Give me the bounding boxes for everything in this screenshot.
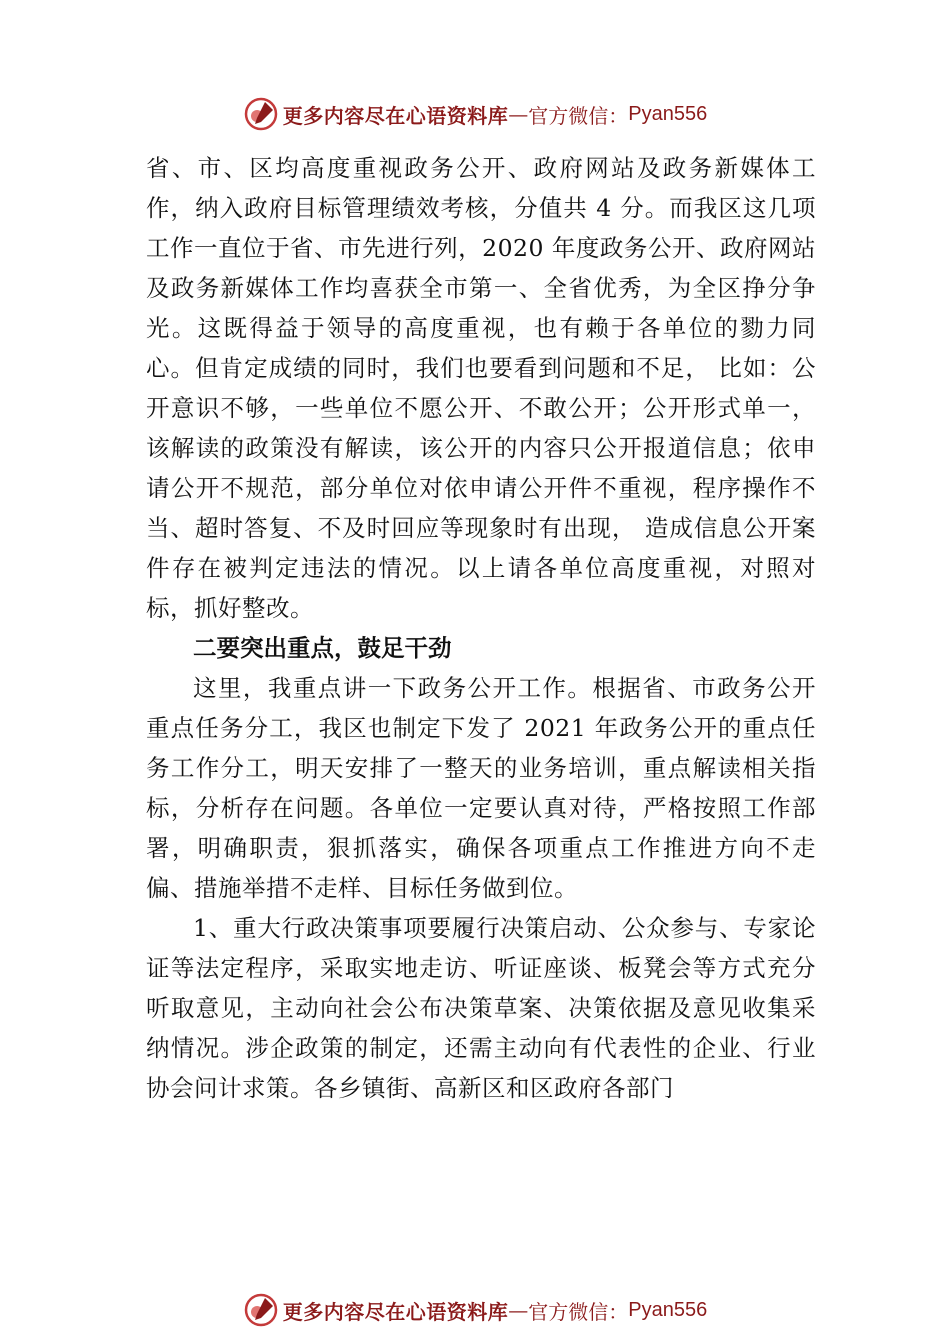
banner-main-text: 更多内容尽在心语资料库 (282, 103, 509, 128)
banner-wechat-id: Pyan556 (628, 1298, 708, 1321)
banner-official-label: 官方微信： (528, 1299, 629, 1324)
banner-dash: — (508, 1298, 529, 1322)
brush-logo-icon (243, 96, 279, 132)
banner-dash: — (508, 102, 529, 126)
banner-wechat-id: Pyan556 (628, 102, 708, 125)
paragraph-2: 这里，我重点讲一下政务公开工作。根据省、市政务公开重点任务分工，我区也制定下发了 2021 年政务公开的重点任务工作分工，明天安排了一整天的业务培训，重点解读相关指标，分析存在问题。各单位一定要认真对待，严格按照工作部署，明确职责，狠抓落实，确保各项重点工作推进方向不走偏、措施举措不走样、目标任务做到位。 (146, 674, 816, 902)
paragraph-1: 省、市、区均高度重视政务公开、政府网站及政务新媒体工作，纳入政府目标管理绩效考核，分值共 4 分。而我区这几项工作一直位于省、市先进行列，2020 年度政务公开、政府网站及政务新媒体工作均喜获全市第一、全省优秀，为全区挣分争光。这既得益于领导的高度重视，也有赖于各单位的勠力同心。但肯定成绩的同时，我们也要看到问题和不足， 比如：公开意识不够，一些单位不愿公开、不敢公开；公开形式单一，该解读的政策没有解读，该公开的内容只公开报道信息；依申请公开不规范，部分单位对依申请公开件不重视，程序操作不当、超时答复、不及时回应等现象时有出现， 造成信息公开案件存在被判定违法的情况。以上请各单位高度重视，对照对标，抓好整改。 (146, 154, 816, 622)
section-heading-2: 二要突出重点，鼓足干劲 (193, 634, 452, 662)
footer-watermark-banner (0, 1290, 950, 1330)
banner-official-label: 官方微信： (528, 103, 629, 128)
header-watermark-banner (0, 94, 950, 134)
banner-main-text: 更多内容尽在心语资料库 (282, 1299, 509, 1324)
brush-logo-icon (243, 1292, 279, 1328)
paragraph-3: 1、重大行政决策事项要履行决策启动、公众参与、专家论证等法定程序，采取实地走访、听证座谈、板凳会等方式充分听取意见，主动向社会公布决策草案、决策依据及意见收集采纳情况。涉企政策的制定，还需主动向有代表性的企业、行业协会问计求策。各乡镇街、高新区和区政府各部门 (146, 914, 816, 1102)
document-body (146, 148, 816, 1108)
